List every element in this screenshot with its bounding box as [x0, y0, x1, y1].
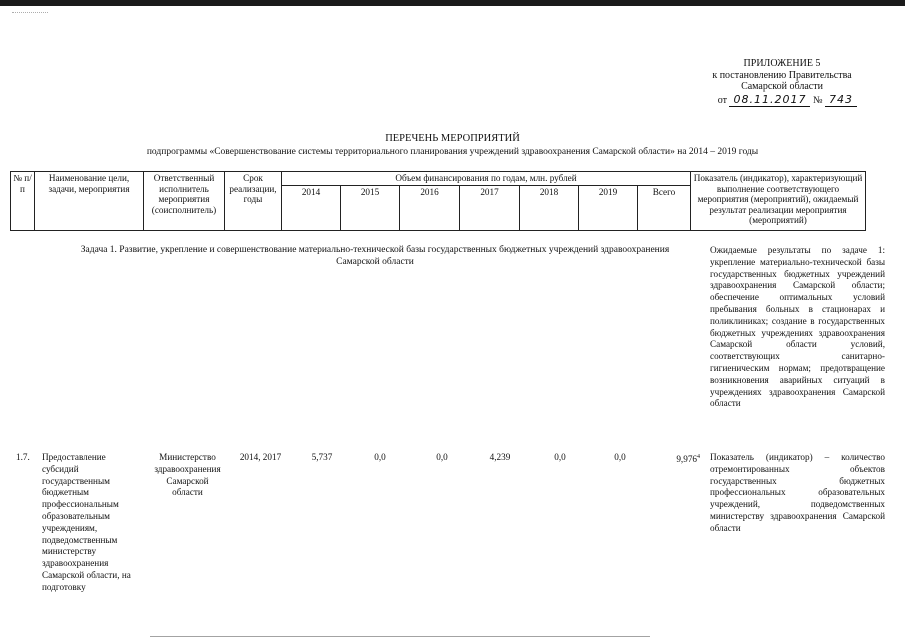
header-indicator: Показатель (индикатор), характеризующий выполнение соответствующего мероприятия (мероприятий), ожидаемый результат реализации мероприятия (мероприятий) — [691, 172, 866, 231]
row-total-value: 9,976 — [676, 454, 697, 465]
row-value-2014: 5,737 — [311, 452, 333, 462]
row-total — [640, 452, 700, 466]
header-year: 2016 — [400, 185, 460, 230]
appendix-block — [707, 58, 857, 106]
row-term: 2014, 2017 — [239, 452, 282, 462]
scan-bottom-edge — [150, 636, 650, 637]
scan-artifact — [12, 12, 48, 19]
document-title: ПЕРЕЧЕНЬ МЕРОПРИЯТИЙ — [385, 133, 520, 144]
header-year: 2019 — [579, 185, 638, 230]
header-responsible: Ответственный исполнитель мероприятия (соисполнитель) — [144, 172, 225, 231]
header-year: 2015 — [341, 185, 400, 230]
header-total: Всего — [638, 185, 691, 230]
number-prefix: № — [812, 94, 823, 106]
row-value-2017: 4,239 — [489, 452, 511, 462]
task-expected-results: Ожидаемые результаты по задаче 1: укрепление материально-технической базы государственных бюджетных учреждений здравоохранения Самарской области; обеспечение оптимальных условий пребывания больных в стационарах и поликлиниках; создание в государственных бюджетных учреждениях здравоохранения Самарской области условий, соответствующих санитарно-гигиеническим нормам; предотвращение возникновения аварийных ситуаций в учреждениях здравоохранения Самарской области — [710, 245, 885, 409]
header-year: 2017 — [460, 185, 520, 230]
row-number: 1.7. — [16, 452, 30, 462]
scan-top-edge — [0, 0, 905, 6]
header-year: 2018 — [520, 185, 579, 230]
table-header — [10, 171, 866, 231]
date-handwritten: 08.11.2017 — [729, 93, 810, 107]
header-financing: Объем финансирования по годам, млн. рублей — [282, 172, 691, 186]
header-name: Наименование цели, задачи, мероприятия — [35, 172, 144, 231]
row-indicator: Показатель (индикатор) – количество отремонтированных объектов государственных бюджетных профессиональных образовательных учреждений, подведомственных министерству здравоохранения Самарской области — [710, 452, 885, 533]
appendix-date-line — [707, 94, 857, 107]
date-prefix: от — [717, 94, 727, 106]
row-value-2015: 0,0 — [374, 452, 386, 462]
header-no: № п/п — [11, 172, 35, 231]
appendix-line-1: к постановлению Правительства — [712, 69, 852, 81]
row-responsible: Министерство здравоохранения Самарской области — [154, 452, 221, 498]
row-value-2018: 0,0 — [554, 452, 566, 462]
task-heading: Задача 1. Развитие, укрепление и совершенствование материально-технической базы государственных бюджетных учреждений здравоохранения Самарской области — [80, 245, 670, 267]
header-year: 2014 — [282, 185, 341, 230]
header-term: Срок реализации, годы — [225, 172, 282, 231]
row-value-2019: 0,0 — [614, 452, 626, 462]
row-name: Предоставление субсидий государственным бюджетным профессиональным образовательным учреждениям, подведомственным министерству здравоохранения Самарской области, на подготовку — [42, 452, 131, 592]
row-total-footnote: 4 — [697, 454, 700, 460]
document-subtitle: подпрограммы «Совершенствование системы территориального планирования учреждений здравоохранения Самарской области» на 2014 – 2019 годы — [146, 147, 759, 157]
number-handwritten: 743 — [825, 93, 857, 107]
appendix-title: ПРИЛОЖЕНИЕ 5 — [743, 58, 821, 69]
appendix-line-2: Самарской области — [741, 81, 823, 92]
row-value-2016: 0,0 — [436, 452, 448, 462]
